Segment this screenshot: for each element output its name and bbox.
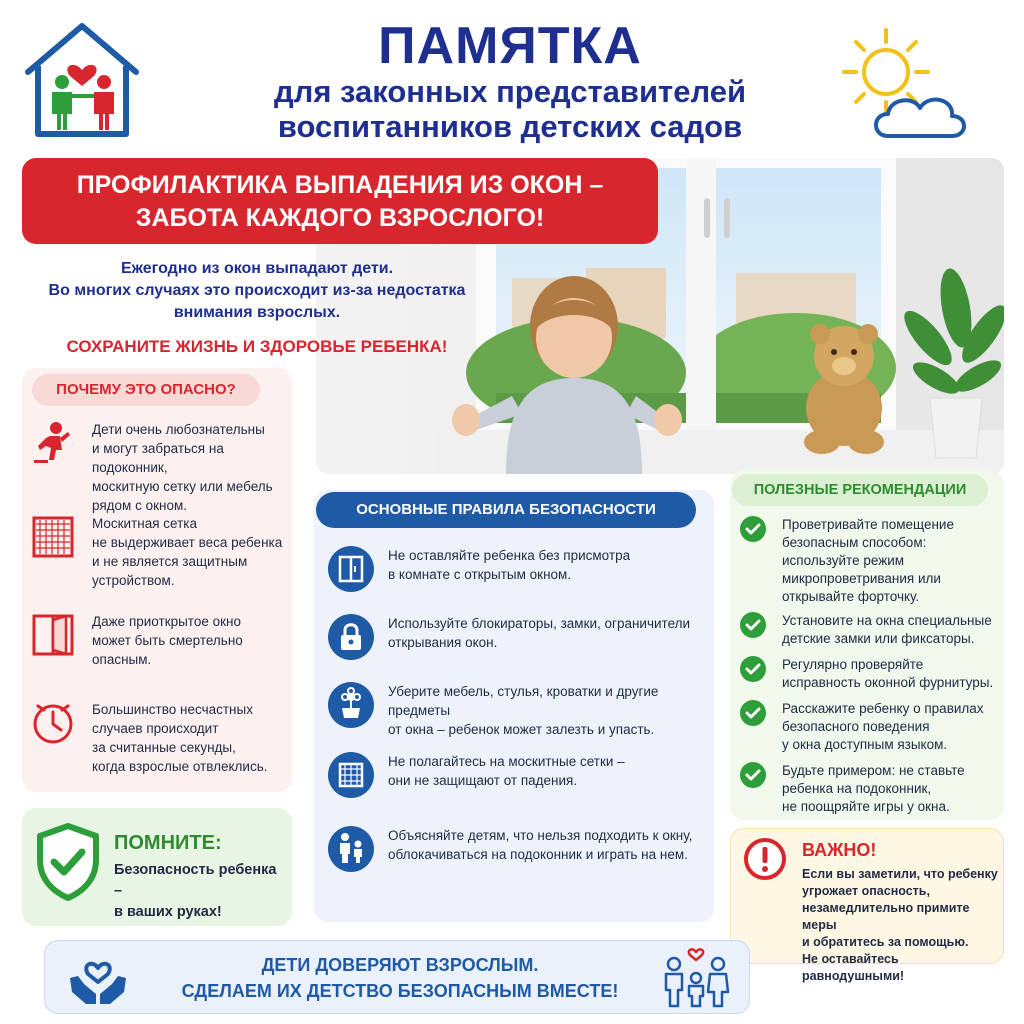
warning-icon — [742, 836, 788, 882]
recommendation-line: используйте режим — [782, 553, 905, 568]
danger-line: Большинство несчастных — [92, 702, 253, 717]
recommendation-line: Расскажите ребенку о правилах — [782, 701, 984, 716]
check-icon — [740, 700, 766, 726]
bottom-line-1: ДЕТИ ДОВЕРЯЮТ ВЗРОСЛЫМ. — [261, 955, 539, 975]
net-icon — [328, 752, 374, 798]
recommendation-line: у окна доступным языком. — [782, 737, 948, 752]
danger-line: Дети очень любознательны — [92, 422, 265, 437]
danger-item — [30, 514, 292, 594]
check-icon — [740, 516, 766, 542]
clock-icon — [30, 700, 76, 746]
important-line: Если вы заметили, что ребенку — [802, 867, 998, 881]
house-family-logo — [22, 20, 142, 140]
rule-line: Не полагайтесь на москитные сетки – — [388, 754, 625, 769]
intro-line-1: Ежегодно из окон выпадают дети. — [120, 260, 394, 277]
rule-item — [328, 752, 712, 812]
header — [160, 18, 860, 144]
recommendation-line: Будьте примером: не ставьте — [782, 763, 965, 778]
climbing-child-icon — [30, 420, 76, 466]
danger-line: за считанные секунды, — [92, 740, 236, 755]
rules-title: ОСНОВНЫЕ ПРАВИЛА БЕЗОПАСНОСТИ — [316, 492, 696, 528]
recommendation-line: микропроветривания или — [782, 571, 941, 586]
danger-line: Даже приоткрытое окно — [92, 614, 241, 629]
important-line: Не оставайтесь равнодушными! — [802, 952, 905, 983]
danger-line: может быть смертельно — [92, 633, 243, 648]
intro-line-3: внимания взрослых. — [173, 304, 341, 321]
rule-line: облокачиваться на подоконник и играть на нем. — [388, 847, 688, 862]
danger-line: не выдерживает веса ребенка — [92, 535, 283, 550]
rule-line: Не оставляйте ребенка без присмотра — [388, 548, 631, 563]
rule-item — [328, 682, 712, 742]
danger-line: опасным. — [92, 652, 152, 667]
recommendation-line: открывайте форточку. — [782, 589, 920, 604]
check-icon — [740, 656, 766, 682]
check-icon — [740, 762, 766, 788]
important-line: незамедлительно примите меры — [802, 901, 970, 932]
danger-line: случаев происходит — [92, 721, 219, 736]
recommendation-line: безопасным способом: — [782, 535, 927, 550]
recommendation-line: не поощряйте игры у окна. — [782, 799, 950, 814]
danger-line: устройством. — [92, 573, 175, 588]
recommendation-line: Установите на окна специальные — [782, 613, 992, 628]
danger-line: и не является защитным — [92, 554, 248, 569]
danger-line: рядом с окном. — [92, 498, 187, 513]
recommendation-line: Проветривайте помещение — [782, 517, 954, 532]
rule-line: Уберите мебель, стулья, кроватки и другие предметы — [388, 684, 659, 718]
danger-item — [30, 420, 292, 513]
rule-item — [328, 546, 712, 606]
headline-banner — [22, 158, 658, 244]
headline-line-1: ПРОФИЛАКТИКА ВЫПАДЕНИЯ ИЗ ОКОН – — [76, 171, 604, 199]
rule-line: Используйте блокираторы, замки, ограничители — [388, 616, 691, 631]
subtitle-line-1: для законных представителей — [273, 74, 747, 109]
page-title: ПАМЯТКА — [378, 17, 642, 75]
flower-pot-icon — [328, 682, 374, 728]
shield-check-icon — [36, 822, 100, 902]
rule-line: от окна – ребенок может залезть и упасть. — [388, 722, 655, 737]
remember-title: ПОМНИТЕ: — [114, 832, 222, 854]
danger-line: москитную сетку или мебель — [92, 479, 273, 494]
mosquito-net-icon — [30, 514, 76, 560]
rule-line: в комнате с открытым окном. — [388, 567, 572, 582]
danger-title: ПОЧЕМУ ЭТО ОПАСНО? — [32, 374, 260, 406]
recommendation-line: детские замки или фиксаторы. — [782, 631, 975, 646]
sun-cloud-icon — [826, 24, 986, 144]
recommendation-line: исправность оконной фурнитуры. — [782, 675, 994, 690]
danger-line: и могут забраться на подоконник, — [92, 441, 224, 475]
window-icon — [328, 546, 374, 592]
parent-child-icon — [328, 826, 374, 872]
rule-line: открывания окон. — [388, 635, 498, 650]
lock-icon — [328, 614, 374, 660]
danger-item — [30, 612, 292, 692]
rule-line: они не защищают от падения. — [388, 773, 578, 788]
open-window-icon — [30, 612, 76, 658]
remember-line-1: Безопасность ребенка – — [114, 862, 277, 899]
bottom-line-2: СДЕЛАЕМ ИХ ДЕТСТВО БЕЗОПАСНЫМ ВМЕСТЕ! — [181, 981, 619, 1001]
rule-line: Объясняйте детям, что нельзя подходить к окну, — [388, 828, 693, 843]
rule-item — [328, 826, 712, 886]
subtitle-line-2: воспитанников детских садов — [277, 109, 743, 144]
danger-line: Москитная сетка — [92, 516, 198, 531]
danger-item — [30, 700, 292, 780]
important-line: угрожает опасность, — [802, 884, 930, 898]
intro-line-2: Во многих случаях это происходит из-за недостатка — [48, 282, 466, 299]
intro-text — [22, 258, 492, 358]
remember-line-2: в ваших руках! — [114, 904, 222, 920]
rule-item — [328, 614, 712, 674]
recommendation-line: Регулярно проверяйте — [782, 657, 924, 672]
remember-text — [114, 860, 286, 923]
check-icon — [740, 612, 766, 638]
intro-call-to-action: СОХРАНИТЕ ЖИЗНЬ И ЗДОРОВЬЕ РЕБЕНКА! — [66, 337, 448, 356]
family-icon — [656, 944, 740, 1010]
recommendation-line: безопасного поведения — [782, 719, 930, 734]
recommendations-title: ПОЛЕЗНЫЕ РЕКОМЕНДАЦИИ — [732, 474, 988, 506]
hands-heart-icon — [66, 948, 130, 1008]
important-line: и обратитесь за помощью. — [802, 935, 969, 949]
danger-line: когда взрослые отвлеклись. — [92, 759, 268, 774]
recommendation-line: ребенка на подоконник, — [782, 781, 932, 796]
important-title: ВАЖНО! — [802, 840, 877, 860]
bottom-text — [150, 952, 650, 1004]
important-text — [802, 866, 998, 985]
headline-line-2: ЗАБОТА КАЖДОГО ВЗРОСЛОГО! — [135, 204, 545, 232]
